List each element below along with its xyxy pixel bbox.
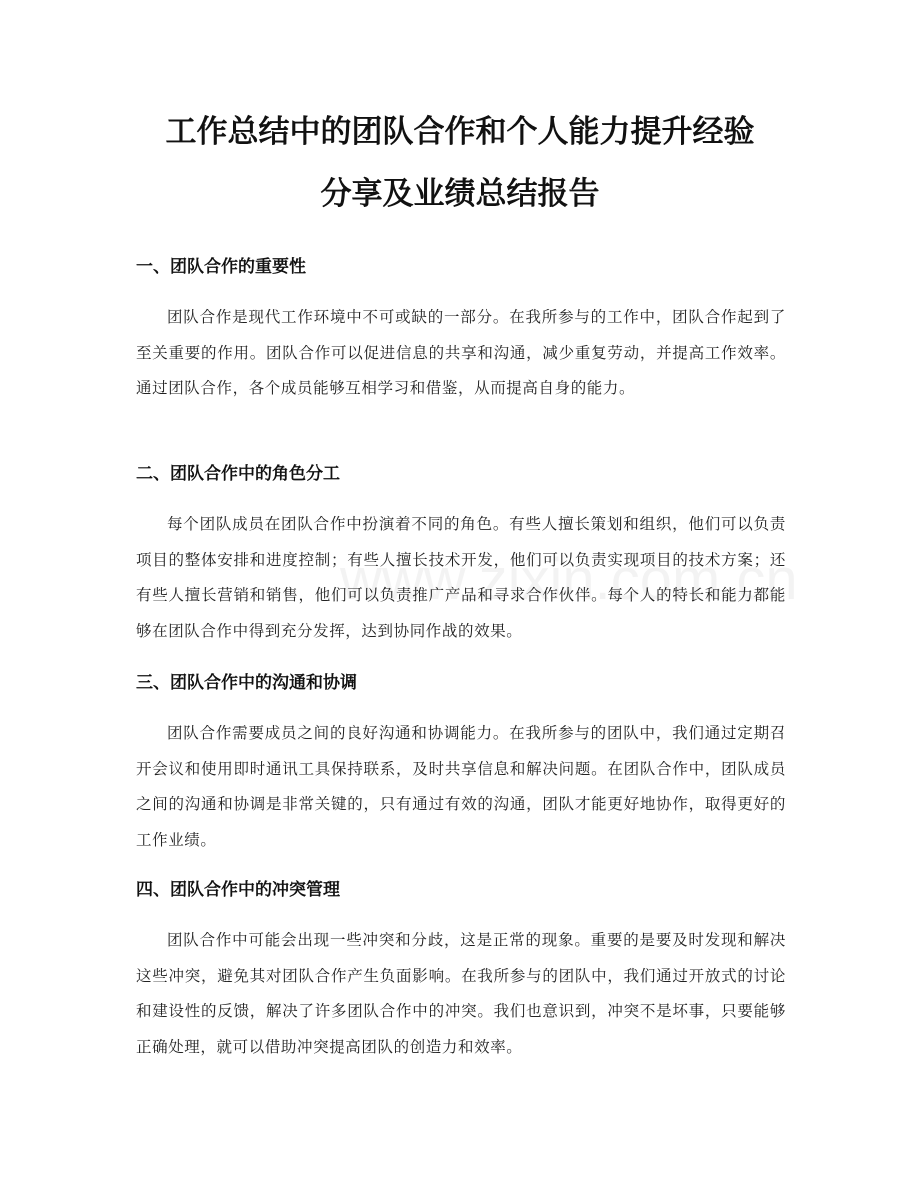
section-4-heading: 四、团队合作中的冲突管理 [136, 880, 340, 900]
section-3-heading: 三、团队合作中的沟通和协调 [136, 673, 357, 693]
document-title-line-2: 分享及业绩总结报告 [320, 176, 600, 212]
section-2-heading: 二、团队合作中的角色分工 [136, 464, 340, 484]
document-title-line-1: 工作总结中的团队合作和个人能力提升经验 [165, 114, 755, 150]
section-2-body: 每个团队成员在团队合作中扮演着不同的角色。有些人擅长策划和组织，他们可以负责项目的整体安排和进度控制；有些人擅长技术开发，他们可以负责实现项目的技术方案；还有些人擅长营销和销售，他们可以负责推广产品和寻求合作伙伴。每个人的特长和能力都能够在团队合作中得到充分发挥，达到协同作战的效果。 [136, 515, 786, 640]
section-3-body: 团队合作需要成员之间的良好沟通和协调能力。在我所参与的团队中，我们通过定期召开会议和使用即时通讯工具保持联系，及时共享信息和解决问题。在团队合作中，团队成员之间的沟通和协调是非常关键的，只有通过有效的沟通，团队才能更好地协作，取得更好的工作业绩。 [136, 724, 786, 849]
section-1-body: 团队合作是现代工作环境中不可或缺的一部分。在我所参与的工作中，团队合作起到了至关重要的作用。团队合作可以促进信息的共享和沟通，减少重复劳动，并提高工作效率。通过团队合作，各个成员能够互相学习和借鉴，从而提高自身的能力。 [136, 308, 786, 397]
section-4-body: 团队合作中可能会出现一些冲突和分歧，这是正常的现象。重要的是要及时发现和解决这些冲突，避免其对团队合作产生负面影响。在我所参与的团队中，我们通过开放式的讨论和建设性的反馈，解决了许多团队合作中的冲突。我们也意识到，冲突不是坏事，只要能够正确处理，就可以借助冲突提高团队的创造力和效率。 [136, 931, 786, 1056]
section-1-heading: 一、团队合作的重要性 [136, 257, 306, 277]
